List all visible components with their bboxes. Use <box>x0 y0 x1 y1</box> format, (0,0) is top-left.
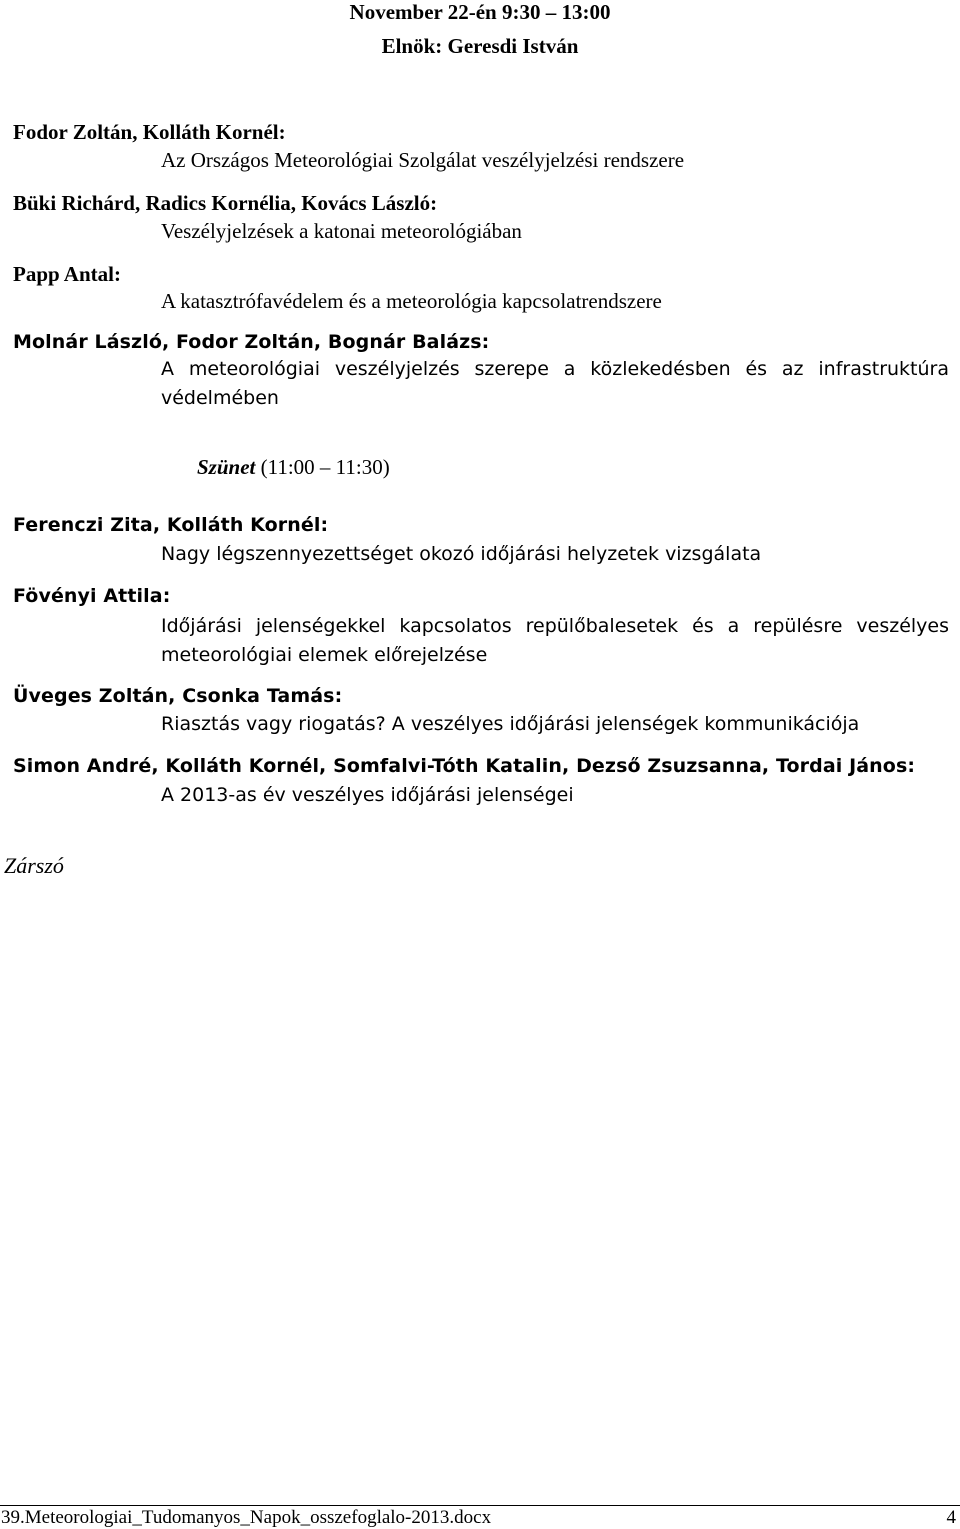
talk-2-authors: Büki Richárd, Radics Kornélia, Kovács László: <box>13 191 438 215</box>
talk-6-authors: Fövényi Attila: <box>13 585 171 607</box>
break-time: (11:00 – 11:30) <box>260 455 390 479</box>
session-chair: Elnök: Geresdi István <box>381 34 579 58</box>
break-label: Szünet <box>197 455 256 479</box>
talk-5-title: Nagy légszennyezettséget okozó időjárási helyzetek vizsgálata <box>161 543 762 565</box>
footer-divider <box>0 1505 960 1506</box>
talk-7-authors: Üveges Zoltán, Csonka Tamás: <box>13 685 343 707</box>
talk-3-authors: Papp Antal: <box>13 262 121 286</box>
talk-2-title: Veszélyjelzések a katonai meteorológiában <box>161 219 522 243</box>
talk-7-title: Riasztás vagy riogatás? A veszélyes időjárási jelenségek kommunikációja <box>161 713 860 735</box>
talk-1-authors: Fodor Zoltán, Kolláth Kornél: <box>13 120 286 144</box>
talk-8-authors: Simon André, Kolláth Kornél, Somfalvi-Tóth Katalin, Dezső Zsuzsanna, Tordai János: <box>13 755 916 777</box>
closing-remarks: Zárszó <box>4 853 64 878</box>
footer-filename: 39.Meteorologiai_Tudomanyos_Napok_osszefoglalo-2013.docx <box>1 1507 492 1528</box>
talk-6-title: Időjárási jelenségekkel kapcsolatos repülőbalesetek és a repülésre veszélyes meteorológiai elemek előrejelzése <box>161 615 949 666</box>
talk-1-title: Az Országos Meteorológiai Szolgálat veszélyjelzési rendszere <box>161 148 685 172</box>
break-line <box>197 455 390 480</box>
talk-3-title: A katasztrófavédelem és a meteorológia kapcsolatrendszere <box>161 289 662 313</box>
talk-8-title: A 2013-as év veszélyes időjárási jelenségei <box>161 784 574 806</box>
footer-page-number: 4 <box>946 1507 956 1528</box>
talk-4-authors: Molnár László, Fodor Zoltán, Bognár Balázs: <box>13 331 490 353</box>
talk-5-authors: Ferenczi Zita, Kolláth Kornél: <box>13 514 329 536</box>
talk-4-title: A meteorológiai veszélyjelzés szerepe a közlekedésben és az infrastruktúra védelmében <box>161 358 949 409</box>
session-date-time: November 22-én 9:30 – 13:00 <box>349 0 611 24</box>
